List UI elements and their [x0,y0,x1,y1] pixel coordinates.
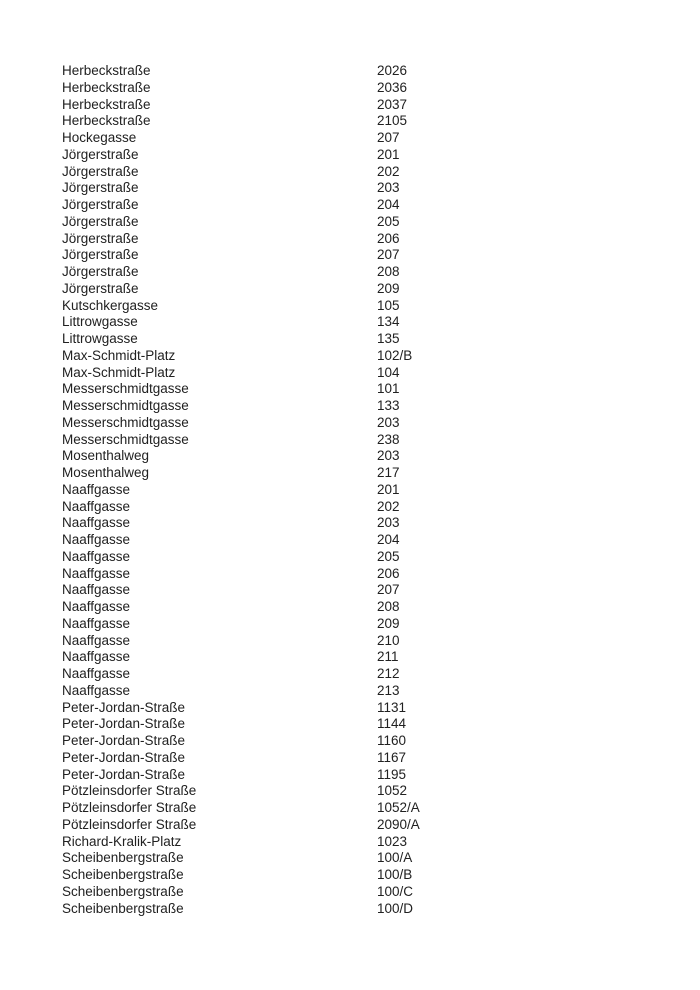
house-number: 201 [377,146,400,162]
street-name: Mosenthalweg [62,465,150,480]
address-row [62,750,642,767]
address-row [62,432,642,449]
house-number: 203 [377,448,400,464]
house-number: 207 [377,247,400,263]
address-row [62,582,642,599]
address-row [62,783,642,800]
address-row [62,733,642,750]
street-name: Pötzleinsdorfer Straße [62,800,197,815]
street-name: Jörgerstraße [62,230,139,246]
house-number: 211 [377,649,399,665]
house-number: 208 [377,264,400,279]
street-name: Max-Schmidt-Platz [62,347,176,363]
street-name: Naaffgasse [62,666,131,681]
street-name: Naaffgasse [62,682,131,698]
address-row [62,381,642,398]
address-row [62,482,642,499]
house-number: 1052/A [377,800,420,815]
street-name: Scheibenbergstraße [62,867,184,882]
street-name: Messerschmidtgasse [62,431,189,447]
street-name: Messerschmidtgasse [62,381,189,397]
address-row [62,197,642,214]
address-row [62,800,642,817]
street-name: Naaffgasse [62,649,131,665]
house-number: 1052 [377,783,408,799]
street-name: Scheibenbergstraße [62,900,184,916]
address-row [62,867,642,884]
street-name: Peter-Jordan-Straße [62,766,186,782]
house-number: 205 [377,548,400,564]
address-row [62,532,642,549]
street-name: Peter-Jordan-Straße [62,733,186,748]
street-name: Naaffgasse [62,599,131,614]
house-number: 2090/A [377,816,420,832]
house-number: 1131 [377,699,407,715]
street-name: Jörgerstraße [62,163,139,179]
address-row [62,63,642,80]
street-name: Naaffgasse [62,582,131,598]
address-row [62,499,642,516]
house-number: 206 [377,230,400,246]
address-row [62,616,642,633]
address-row [62,884,642,901]
street-name: Hockegasse [62,130,137,145]
house-number: 217 [377,465,400,480]
address-row [62,901,642,918]
address-row [62,281,642,298]
street-name: Pötzleinsdorfer Straße [62,816,197,832]
address-row [62,331,642,348]
address-row [62,716,642,733]
house-number: 202 [377,498,400,514]
street-name: Herbeckstraße [62,63,151,78]
address-row [62,130,642,147]
house-number: 238 [377,431,400,447]
address-row [62,164,642,181]
address-row [62,214,642,231]
house-number: 203 [377,515,400,531]
house-number: 207 [377,582,400,598]
address-row [62,683,642,700]
street-name: Messerschmidtgasse [62,398,189,413]
house-number: 2036 [377,79,408,95]
address-row [62,465,642,482]
street-name: Jörgerstraße [62,213,139,229]
street-name: Naaffgasse [62,548,131,564]
house-number: 204 [377,197,400,212]
address-row [62,633,642,650]
address-row [62,298,642,315]
street-name: Peter-Jordan-Straße [62,699,186,715]
house-number: 102/B [377,347,413,363]
house-number: 134 [377,314,400,330]
street-name: Mosenthalweg [62,448,150,464]
address-row [62,767,642,784]
house-number: 2037 [377,96,408,112]
address-row [62,231,642,248]
house-number: 133 [377,398,400,413]
street-name: Scheibenbergstraße [62,850,184,866]
street-name: Jörgerstraße [62,180,139,196]
house-number: 202 [377,163,400,179]
street-name: Naaffgasse [62,632,131,648]
street-name: Naaffgasse [62,565,131,581]
house-number: 209 [377,280,400,296]
house-number: 212 [377,666,400,681]
house-number: 1144 [377,716,407,732]
street-name: Herbeckstraße [62,113,151,129]
address-row [62,180,642,197]
street-name: Jörgerstraße [62,146,139,162]
address-row [62,700,642,717]
street-name: Naaffgasse [62,498,131,514]
house-number: 201 [377,481,400,497]
street-name: Littrowgasse [62,314,138,330]
address-row [62,599,642,616]
house-number: 100/A [377,850,413,866]
street-name: Naaffgasse [62,532,131,547]
address-row [62,113,642,130]
address-row [62,264,642,281]
address-row [62,314,642,331]
address-list [62,63,642,917]
address-row [62,247,642,264]
address-row [62,817,642,834]
street-name: Littrowgasse [62,331,138,346]
street-name: Jörgerstraße [62,247,139,263]
house-number: 1023 [377,833,408,849]
house-number: 1160 [377,733,407,748]
house-number: 207 [377,130,400,145]
address-row [62,448,642,465]
street-name: Naaffgasse [62,615,131,631]
house-number: 100/C [377,883,414,899]
house-number: 209 [377,615,400,631]
house-number: 203 [377,180,400,196]
address-row [62,649,642,666]
address-row [62,398,642,415]
street-name: Naaffgasse [62,515,131,531]
street-name: Jörgerstraße [62,197,139,212]
address-row [62,80,642,97]
house-number: 101 [377,381,400,397]
street-name: Herbeckstraße [62,96,151,112]
house-number: 1167 [377,749,407,765]
address-row [62,147,642,164]
address-row [62,97,642,114]
house-number: 2026 [377,63,408,78]
street-name: Jörgerstraße [62,264,139,279]
street-name: Peter-Jordan-Straße [62,749,186,765]
address-row [62,666,642,683]
house-number: 204 [377,532,400,547]
house-number: 210 [377,632,400,648]
house-number: 105 [377,297,400,313]
address-row [62,566,642,583]
house-number: 135 [377,331,400,346]
street-name: Kutschkergasse [62,297,159,313]
street-name: Naaffgasse [62,481,131,497]
street-name: Richard-Kralik-Platz [62,833,182,849]
street-name: Pötzleinsdorfer Straße [62,783,197,799]
address-row [62,850,642,867]
house-number: 203 [377,414,400,430]
address-row [62,415,642,432]
address-row [62,515,642,532]
house-number: 205 [377,213,400,229]
house-number: 100/B [377,867,413,882]
street-name: Max-Schmidt-Platz [62,364,176,380]
house-number: 100/D [377,900,414,916]
house-number: 1195 [377,766,407,782]
house-number: 104 [377,364,400,380]
house-number: 208 [377,599,400,614]
street-name: Peter-Jordan-Straße [62,716,186,732]
address-row [62,834,642,851]
street-name: Scheibenbergstraße [62,883,184,899]
house-number: 206 [377,565,400,581]
house-number: 2105 [377,113,408,129]
address-row [62,549,642,566]
house-number: 213 [377,682,400,698]
street-name: Messerschmidtgasse [62,414,189,430]
address-row [62,365,642,382]
street-name: Herbeckstraße [62,79,151,95]
street-name: Jörgerstraße [62,280,139,296]
address-row [62,348,642,365]
